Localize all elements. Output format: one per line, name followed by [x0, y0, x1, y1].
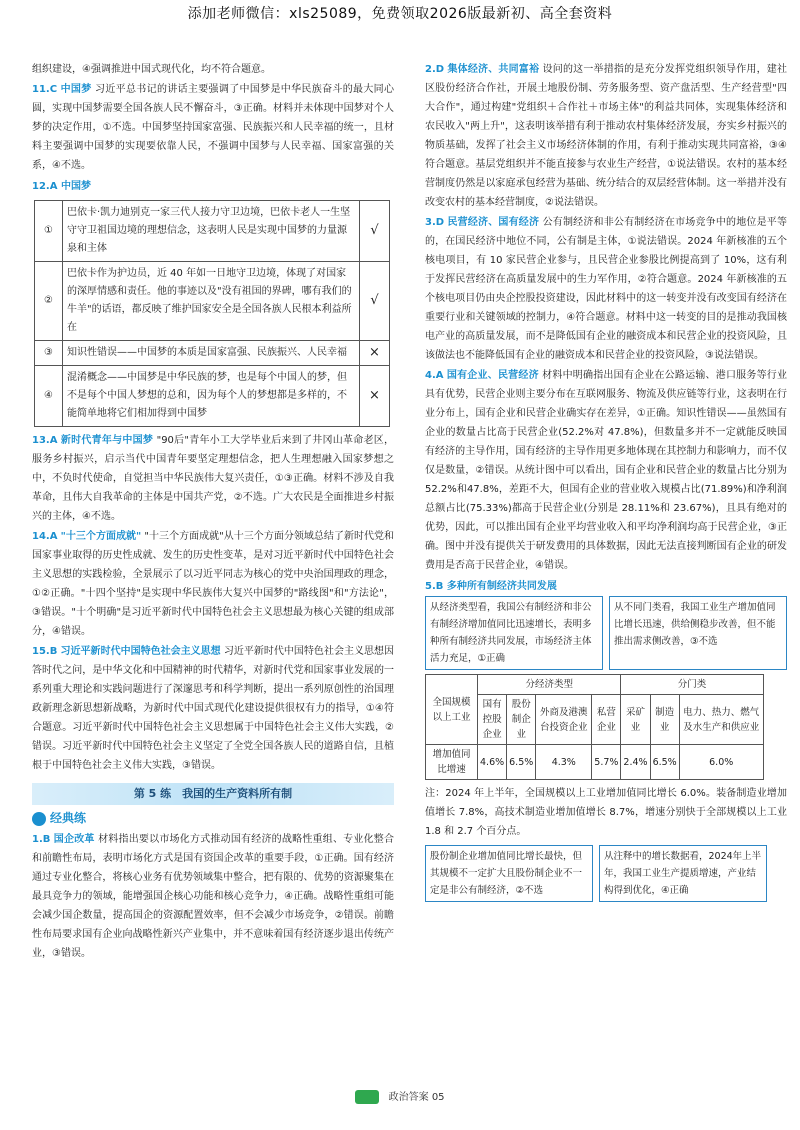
brand-logo-icon	[355, 1090, 379, 1104]
table-cell: 4.6%	[478, 745, 507, 780]
answer-number: 12.A	[32, 181, 58, 192]
answer-tag: 新时代青年与中国梦	[60, 435, 154, 446]
page-footer	[0, 1088, 800, 1107]
section-title: 第 5 练 我国的生产资料所有制	[32, 783, 394, 805]
row-index: ③	[35, 341, 63, 366]
column-header: 国有控股企业	[478, 695, 507, 745]
answer-number: 4.A	[425, 370, 444, 381]
analysis-boxes-bottom	[425, 845, 787, 902]
row-mark: ×	[360, 341, 390, 366]
table-cell: 4.3%	[536, 745, 592, 780]
table-corner: 全国规模以上工业	[426, 675, 478, 745]
row-mark: √	[360, 201, 390, 262]
answer-tag: 集体经济、共同富裕	[447, 64, 540, 75]
analysis-boxes-top	[425, 596, 787, 670]
table-cell: 5.7%	[592, 745, 621, 780]
answer-tag: 国有企业、民营经济	[446, 370, 539, 381]
table-row	[35, 201, 390, 262]
right-column	[425, 60, 787, 902]
answer-2	[425, 60, 787, 212]
column-header: 股份制企业	[507, 695, 536, 745]
table-cell: 2.4%	[621, 745, 650, 780]
column-header: 电力、热力、燃气及水生产和供应业	[679, 695, 763, 745]
column-header: 采矿业	[621, 695, 650, 745]
answer-13	[32, 431, 394, 526]
analysis-table	[34, 200, 390, 427]
group-header: 分门类	[621, 675, 763, 695]
answer-number: 15.B	[32, 646, 58, 657]
analysis-box: 从注释中的增长数据看，2024年上半年，我国工业生产提质增速，产业结构得到优化，④正确	[599, 845, 767, 902]
row-index: ②	[35, 262, 63, 341]
answer-tag: 中国梦	[60, 181, 91, 192]
industry-stat-table	[425, 674, 764, 780]
row-index: ①	[35, 201, 63, 262]
row-text: 混淆概念——中国梦是中华民族的梦，也是每个中国人的梦，但不是每个中国人梦想的总和，因为每个人的梦想都是多样的，不能简单地将它们相加得到中国梦	[63, 366, 360, 427]
column-header: 外商及港澳台投资企业	[536, 695, 592, 745]
answer-11	[32, 80, 394, 175]
analysis-box: 股份制企业增加值同比增长最快，但其规模不一定扩大且股份制企业不一定是非公有制经济，②不选	[425, 845, 593, 902]
answer-5-head	[425, 577, 787, 596]
answer-text: "十三个方面成就"从十三个方面分领域总结了新时代党和国家事业取得的历史性成就、发生的历史性变革，是对习近平新时代中国特色社会主义思想的实践检验，全景展示了以习近平同志为核心的党中央治国理政的理念，①②正确。"十四个坚持"是实现中华民族伟大复兴中国梦的"路线图"和"方法论"，③错误。"十个明确"是习近平新时代中国特色社会主义思想最为核心关键的组成部分，④错误。	[32, 531, 395, 637]
row-text: 巴依卡·凯力迪别克一家三代人接力守卫边境，巴依卡老人一生坚守守卫祖国边境的理想信念，这表明人民是实现中国梦的力量源泉和主体	[63, 201, 360, 262]
answer-tag: 习近平新时代中国特色社会主义思想	[60, 646, 221, 657]
footer-label: 政治答案 05	[388, 1092, 445, 1103]
answer-3	[425, 213, 787, 365]
row-mark: √	[360, 262, 390, 341]
row-text: 巴依卡作为护边员，近 40 年如一日地守卫边境，体现了对国家的深厚情感和责任。他的事迹以及"没有祖国的界碑，哪有我们的牛羊"的话语，都反映了维护国家安全是全国各族人民根本利益所在	[63, 262, 360, 341]
column-header: 私营企业	[592, 695, 621, 745]
table-row	[426, 745, 764, 780]
answer-text: 习近平总书记的讲话主要强调了中国梦是中华民族奋斗的最大同心圆，实现中国梦需要全国各族人民不懈奋斗，③正确。材料并未体现中国梦对个人梦的决定作用，①不选。中国梦坚持国家富强、民族振兴和人民幸福的统一，且材料主要强调中国梦的实现要依靠人民，不强调中国梦与人民幸福、国家富强的关系，④不选。	[32, 84, 394, 171]
answer-text: 材料指出要以市场化方式推动国有经济的战略性重组、专业化整合和前瞻性布局，表明市场化方式是国有资国企改革的重要手段，①正确。国有经济通过专业化整合，将核心业务有优势领域集中整合，把有限的、优势的资源聚集在最具竞争力的领域，能增强国企核心功能和核心竞争力，④正确。战略性重组可能会减少国企数量，提高国企的资源配置效率，但不会减少市场竞争，②错误。前瞻性布局要求国有企业向战略性新兴产业集中，并不意味着国有经济逐步退出传统产业，③错误。	[32, 834, 395, 959]
analysis-box: 从经济类型看，我国公有制经济和非公有制经济增加值同比迅速增长，表明多种所有制经济共同发展，市场经济主体活力充足，①正确	[425, 596, 603, 670]
answer-text: "90后"青年小工大学毕业后来到了井冈山革命老区，服务乡村振兴，启示当代中国青年要坚定理想信念，把人生理想融入国家梦想之中，不负时代使命，自觉担当中华民族伟大复兴责任，①③正确。材料不涉及自我革命，且伟大自我革命的主体是中国共产党，②不选。广大农民是全面推进乡村振兴的主体，④不选。	[32, 435, 394, 522]
row-label: 增加值同比增速	[426, 745, 478, 780]
group-header: 分经济类型	[478, 675, 621, 695]
answer-4	[425, 366, 787, 575]
intro-text: 组织建设，④强调推进中国式现代化，均不符合题意。	[32, 64, 271, 75]
column-header: 制造业	[650, 695, 679, 745]
answer-text: 材料中明确指出国有企业在公路运输、港口服务等行业具有优势，民营企业则主要分布在互联网服务、物流及供应链等行业，这表明在行业分布上，国有企业和民营企业确实存在差异，①正确。知识性错误——虽然国有企业的数量占比高于民营企业(52.2%对 47.8%)，但数量多并不一定就能反映国有经济的主导作用，国有经济的主导作用更多地体现在其控制力和影响力，而不仅仅是数量，②错误。从统计图中可以看出，国有企业和民营企业的数量占比分别为 52.2%和47.8%，差距不大，但国有企业的营业收入规模占比(71.89%)和净利润总额占比(75.33%)都高于民营企业(分别是 28.11%和 23.67%)，且具有绝对的优势，因此，可以推出国有企业平均营业收入和平均净利润均高于民营企业，③正确。图中并没有提供关于研发费用的具体数据，因此无法直接判断国有企业的研发费用是否高于民营企业，④错误。	[425, 370, 787, 571]
table-note: 注：2024 年上半年，全国规模以上工业增加值同比增长 6.0%。装备制造业增加值增长 7.8%，高技术制造业增加值增长 8.7%，增速分别快于全部规模以上工业 1.8 和 2.7 个百分点。	[425, 788, 787, 837]
answer-number: 3.D	[425, 217, 445, 228]
left-column	[32, 60, 394, 964]
answer-number: 2.D	[425, 64, 445, 75]
answer-text: 习近平新时代中国特色社会主义思想因答时代之问，是中华文化和中国精神的时代精华，对新时代党和国家事业发展的一系列重大理论和实践问题进行了深邃思考和科学判断，提出一系列原创性的治国理政新理念新思想新战略，为新时代中国式现代化建设提供很权有力的指导，①④符合题意。习近平新时代中国特色社会主义思想属于中国特色社会主义伟大实践，②错误。习近平新时代中国特色社会主义坚定了全党全国各族人民的道路自信，且植根于中国特色社会主义伟大实践，③错误。	[32, 646, 394, 771]
table-row	[35, 341, 390, 366]
answer-number: 14.A	[32, 531, 58, 542]
answer-number: 13.A	[32, 435, 58, 446]
subhead	[32, 809, 394, 828]
answer-number: 11.C	[32, 84, 58, 95]
pencil-icon	[32, 812, 46, 826]
table-header-row	[426, 675, 764, 695]
analysis-box: 从不同门类看，我国工业生产增加值同比增长迅速，供给侧稳步改善，但不能推出需求侧改善，③不选	[609, 596, 787, 670]
answer-tag: 民营经济、国有经济	[447, 217, 540, 228]
promo-banner: 添加老师微信：xls25089，免费领取2026版最新初、高全套资料	[187, 6, 613, 22]
table-row	[35, 366, 390, 427]
answer-1	[32, 830, 394, 963]
table-row	[35, 262, 390, 341]
answer-number: 5.B	[425, 581, 444, 592]
answer-12-head	[32, 177, 394, 196]
table-cell: 6.5%	[650, 745, 679, 780]
answer-tag: 中国梦	[60, 84, 92, 95]
answer-tag: 多种所有制经济共同发展	[446, 581, 557, 592]
answer-tag: "十三个方面成就"	[60, 531, 142, 542]
row-mark: ×	[360, 366, 390, 427]
answer-text: 设问的这一举措指的是充分发挥党组织领导作用，建社区股份经济合作社，开展土地股份制、劳务服务型、资产盘活型、生产经营型"四大合作"，通过构建"党组织＋合作社＋市场主体"的利益共同体，实现集体经济和农民收入"两上升"，这表明该举措有利于推动农村集体经济发展，夯实乡村振兴的物质基础，发挥了社会主义市场经济体制的作用，有利于推动实现共同富裕，③④符合题意。基层党组织并不能直接参与农业生产经营，①说法错误。农村的基本经营制度仍然是以家庭承包经营为基础、统分结合的双层经营体制。这一举措并没有改变农村的基本经营制度，②说法错误。	[425, 64, 788, 208]
subhead-label: 经典练	[50, 811, 87, 825]
row-index: ④	[35, 366, 63, 427]
row-text: 知识性错误——中国梦的本质是国家富强、民族振兴、人民幸福	[63, 341, 360, 366]
table-cell: 6.0%	[679, 745, 763, 780]
answer-number: 1.B	[32, 834, 51, 845]
answer-tag: 国企改革	[53, 834, 95, 845]
table-cell: 6.5%	[507, 745, 536, 780]
answer-15	[32, 642, 394, 775]
answer-text: 公有制经济和非公有制经济在市场竞争中的地位是平等的，在国民经济中地位不同，公有制是主体，①说法错误。2024 年新核准的五个核电项目，有 10 家民营企业参与，且民营企业参股比例提高到了 10%，这有利于发挥民营经济在高质量发展中的生力军作用，②符合题意。2024 年新核准的五个核电项目仍由央企控股投资建设，因此材料中的这一转变并没有改变国有经济在重要行业和关键领域的控制力，④符合题意。材料中这一转变的目的是推动我国核电产业的高质量发展，而不是降低国有企业的融资成本和民营企业的投资风险，且该做法也不能降低国有企业的融资成本和民营企业的投资风险，③说法错误。	[425, 217, 788, 361]
answer-14	[32, 527, 394, 641]
